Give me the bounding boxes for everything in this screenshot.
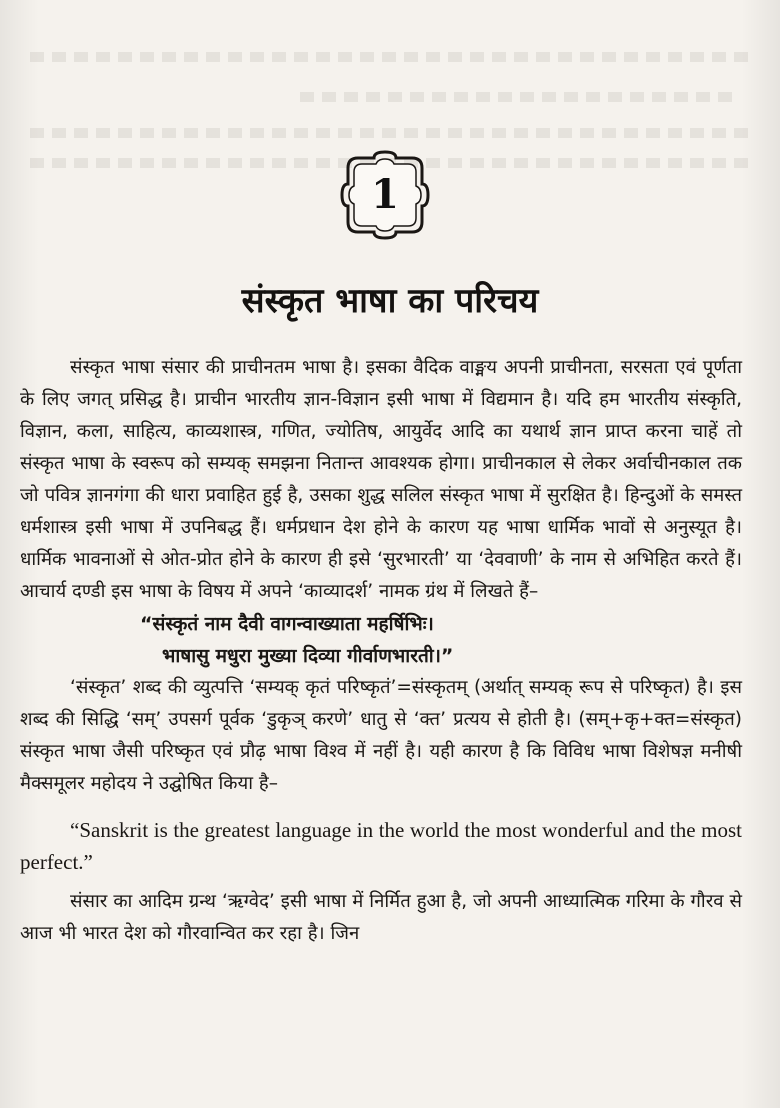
chapter-title: संस्कृत भाषा का परिचय xyxy=(241,281,539,321)
english-quote: “Sanskrit is the greatest language in the world the most wonderful and the most perfect.” xyxy=(20,818,742,874)
chapter-number: 1 xyxy=(371,171,399,218)
show-through-text xyxy=(300,92,740,102)
chapter-body xyxy=(20,352,742,950)
show-through-text xyxy=(30,128,750,138)
chapter-badge xyxy=(340,150,430,240)
paragraph-intro: संस्कृत भाषा संसार की प्राचीनतम भाषा है। इसका वैदिक वाङ्मय अपनी प्राचीनता, सरसता एवं पूर्णता के लिए जगत् प्रसिद्ध है। प्राचीन भारतीय ज्ञान-विज्ञान इसी भाषा में विद्यमान है। यदि हम भारतीय संस्कृति, विज्ञान, कला, साहित्य, काव्यशास्त्र, गणित, ज्योतिष, आयुर्वेद आदि का यथार्थ ज्ञान प्राप्त करना चाहें तो संस्कृत भाषा के स्वरूप को सम्यक् समझना नितान्त आवश्यक होगा। प्राचीनकाल से लेकर अर्वाचीनकाल तक जो पवित्र ज्ञानगंगा की धारा प्रवाहित हुई है, उसका शुद्ध सलिल संस्कृत भाषा में सुरक्षित है। हिन्दुओं के समस्त धर्मशास्त्र इसी भाषा में उपनिबद्ध हैं। धर्मप्रधान देश होने के कारण यह भाषा धार्मिक भावों से अनुस्यूत है। धार्मिक भावनाओं से ओत-प्रोत होने के कारण ही इसे ‘सुरभारती’ या ‘देववाणी’ के नाम से अभिहित करते हैं। आचार्य दण्डी इस भाषा के विषय में अपने ‘काव्यादर्श’ नामक ग्रंथ में लिखते हैं– xyxy=(20,357,742,602)
verse-line-1: “संस्कृतं नाम दैवी वागन्वाख्याता महर्षिभिः। xyxy=(140,613,434,635)
verse-line-2: भाषासु मधुरा मुख्या दिव्या गीर्वाणभारती।” xyxy=(162,645,454,667)
show-through-text xyxy=(30,52,750,62)
paragraph-rigveda: संसार का आदिम ग्रन्थ ‘ऋग्वेद’ इसी भाषा में निर्मित हुआ है, जो अपनी आध्यात्मिक गरिमा के गौरव से आज भी भारत देश को गौरवान्वित कर रहा है। जिन xyxy=(20,891,742,944)
paragraph-etymology: ‘संस्कृत’ शब्द की व्युत्पत्ति ‘सम्यक् कृतं परिष्कृतं’=संस्कृतम् (अर्थात् सम्यक् रूप से परिष्कृत) है। इस शब्द की सिद्धि ‘सम्’ उपसर्ग पूर्वक ‘डुकृञ् करणे’ धातु से ‘क्त’ प्रत्यय से होती है। (सम्+कृ+क्त=संस्कृत) संस्कृत भाषा जैसी परिष्कृत एवं प्रौढ़ भाषा विश्व में नहीं है। यही कारण है कि विविध भाषा विशेषज्ञ मनीषी मैक्समूलर महोदय ने उद्घोषित किया है– xyxy=(20,677,743,794)
